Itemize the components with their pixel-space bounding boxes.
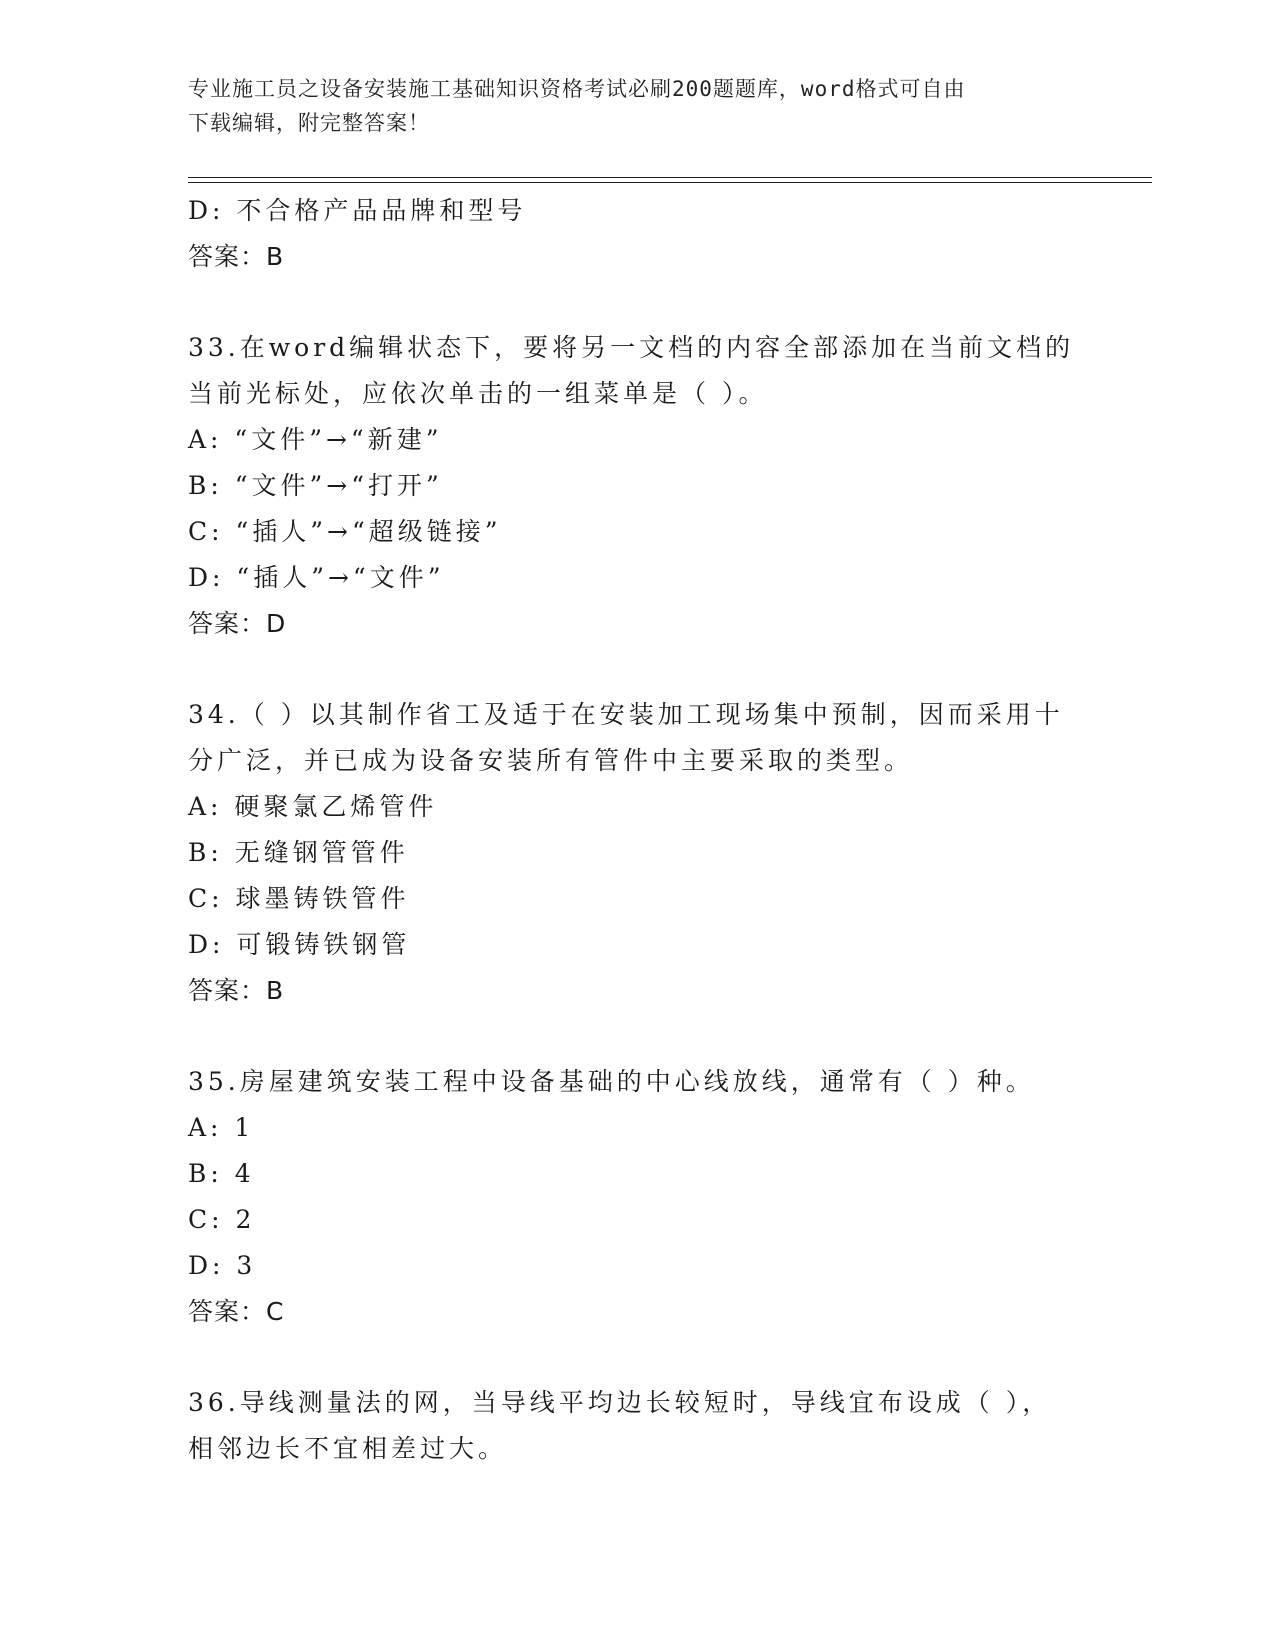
option-d: D: 3 (188, 1251, 257, 1280)
question-stem: 分广泛，并已成为设备安装所有管件中主要采取的类型。 (188, 746, 914, 775)
question-stem: 33.在word编辑状态下，要将另一文档的内容全部添加在当前文档的 (188, 333, 1075, 362)
option-a: A: 硬聚氯乙烯管件 (188, 792, 438, 821)
spacer (188, 1014, 1088, 1059)
spacer (188, 280, 1088, 325)
option-d: D: “插人”→“文件” (188, 563, 445, 592)
question-stem: 36.导线测量法的网，当导线平均边长较短时，导线宜布设成（ ）， (188, 1388, 1052, 1417)
answer-line: 答案：D (188, 609, 287, 638)
option-a: A: “文件”→“新建” (188, 425, 443, 454)
header-rule-top (188, 177, 1152, 178)
option-c: C: 球墨铸铁管件 (188, 884, 410, 913)
answer-line: 答案：C (188, 1297, 285, 1326)
document-body (188, 188, 1088, 1472)
option-c: C: “插人”→“超级链接” (188, 517, 502, 546)
header-line-2: 下载编辑，附完整答案！ (188, 111, 430, 135)
question-33 (188, 325, 1088, 647)
answer-line: 答案：B (188, 242, 285, 271)
question-35 (188, 1059, 1088, 1335)
answer-line: 答案：B (188, 976, 285, 1005)
question-36 (188, 1380, 1088, 1472)
page-header (188, 72, 1068, 140)
spacer (188, 1335, 1088, 1380)
spacer (188, 647, 1088, 692)
question-stem: 35.房屋建筑安装工程中设备基础的中心线放线，通常有（ ）种。 (188, 1067, 1035, 1096)
option-a: A: 1 (188, 1113, 255, 1142)
option-b: B: 无缝钢管管件 (188, 838, 409, 867)
option-b: B: “文件”→“打开” (188, 471, 443, 500)
question-stem: 相邻边长不宜相差过大。 (188, 1434, 508, 1463)
option-d: D: 可锻铸铁钢管 (188, 930, 411, 959)
option-c: C: 2 (188, 1205, 256, 1234)
option-d: D: 不合格产品品牌和型号 (188, 196, 527, 225)
header-rule-bottom (188, 182, 1152, 183)
question-34 (188, 692, 1088, 1014)
question-stem: 34.（ ）以其制作省工及适于在安装加工现场集中预制，因而采用十 (188, 700, 1064, 729)
header-line-1: 专业施工员之设备安装施工基础知识资格考试必刷200题题库，word格式可自由 (188, 77, 966, 101)
option-b: B: 4 (188, 1159, 255, 1188)
question-stem: 当前光标处，应依次单击的一组菜单是（ ）。 (188, 379, 768, 408)
